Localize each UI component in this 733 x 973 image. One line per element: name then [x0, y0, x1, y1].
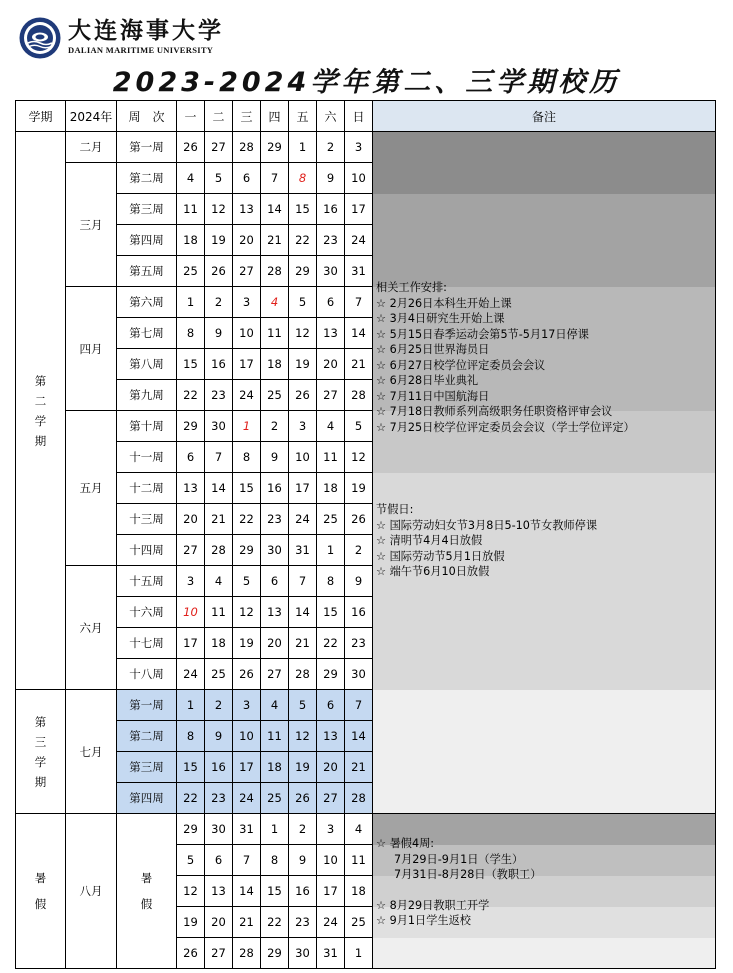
- term-label-char: 暑: [34, 871, 47, 885]
- month-label: 二月: [66, 132, 117, 163]
- day-cell-thu: 25: [261, 783, 289, 814]
- day-cell-sat: 18: [317, 473, 345, 504]
- header-term: 学期: [16, 101, 66, 132]
- day-cell-fri: 31: [289, 535, 317, 566]
- header-year: 2024年: [66, 101, 117, 132]
- header-row: [16, 101, 716, 132]
- week-label: 第十周: [117, 411, 177, 442]
- term-label-term2: [16, 132, 66, 690]
- day-cell-fri: 21: [289, 628, 317, 659]
- day-cell-fri: 1: [289, 132, 317, 163]
- term-label-char: 三: [34, 734, 47, 749]
- day-cell-tue: 28: [205, 535, 233, 566]
- week-label: 第二周: [117, 163, 177, 194]
- day-cell-thu: 18: [261, 752, 289, 783]
- day-cell-tue: 27: [205, 132, 233, 163]
- day-cell-fri: 19: [289, 752, 317, 783]
- month-label: 三月: [66, 163, 117, 287]
- day-cell-thu: 1: [261, 814, 289, 845]
- day-cell-wed: 26: [233, 659, 261, 690]
- day-cell-sun: 14: [345, 318, 373, 349]
- day-cell-sun: 19: [345, 473, 373, 504]
- day-cell-thu: 11: [261, 318, 289, 349]
- notes-shade-band: [373, 194, 715, 287]
- day-cell-sat: 23: [317, 225, 345, 256]
- header-day-tue: 二: [205, 101, 233, 132]
- day-cell-tue: 21: [205, 504, 233, 535]
- day-cell-wed: 13: [233, 194, 261, 225]
- day-cell-mon: 4: [177, 163, 205, 194]
- header-day-thu: 四: [261, 101, 289, 132]
- day-cell-thu: 15: [261, 876, 289, 907]
- day-cell-thu: 22: [261, 907, 289, 938]
- day-cell-wed: 21: [233, 907, 261, 938]
- day-cell-thu: 7: [261, 163, 289, 194]
- day-cell-fri: 15: [289, 194, 317, 225]
- day-cell-sun: 1: [345, 938, 373, 969]
- day-cell-sun: 2: [345, 535, 373, 566]
- summer-notes: [376, 836, 541, 929]
- day-cell-mon: 13: [177, 473, 205, 504]
- day-cell-fri: 30: [289, 938, 317, 969]
- day-cell-mon: 8: [177, 318, 205, 349]
- week-label: 第一周: [117, 690, 177, 721]
- day-cell-wed: 14: [233, 876, 261, 907]
- day-cell-mon: 1: [177, 690, 205, 721]
- week-label: 第六周: [117, 287, 177, 318]
- day-cell-fri: 3: [289, 411, 317, 442]
- day-cell-wed: 12: [233, 597, 261, 628]
- week-label: 第三周: [117, 194, 177, 225]
- page-title: 2023-2024学年第二、三学期校历: [112, 67, 621, 98]
- day-cell-wed: 5: [233, 566, 261, 597]
- week-label: 第七周: [117, 318, 177, 349]
- day-cell-tue: 30: [205, 814, 233, 845]
- month-label: 七月: [66, 690, 117, 814]
- day-cell-sun: 21: [345, 752, 373, 783]
- day-cell-sun: 25: [345, 907, 373, 938]
- day-cell-sun: 24: [345, 225, 373, 256]
- day-cell-sun: 21: [345, 349, 373, 380]
- day-cell-sun: 26: [345, 504, 373, 535]
- day-cell-sat: 24: [317, 907, 345, 938]
- day-cell-sun: 17: [345, 194, 373, 225]
- day-cell-thu: 25: [261, 380, 289, 411]
- summer-note-item: ☆ 暑假4周:: [376, 837, 435, 850]
- day-cell-thu: 21: [261, 225, 289, 256]
- day-cell-fri: 12: [289, 318, 317, 349]
- day-cell-mon: 15: [177, 752, 205, 783]
- day-cell-sat: 4: [317, 411, 345, 442]
- day-cell-thu: 8: [261, 845, 289, 876]
- notes-shade-band: [373, 690, 715, 814]
- day-cell-tue: 13: [205, 876, 233, 907]
- day-cell-thu: 27: [261, 659, 289, 690]
- week-label: 十六周: [117, 597, 177, 628]
- day-cell-sun: 7: [345, 287, 373, 318]
- day-cell-sun: 28: [345, 380, 373, 411]
- week-label: 十一周: [117, 442, 177, 473]
- day-cell-sat: 13: [317, 721, 345, 752]
- day-cell-tue: 19: [205, 225, 233, 256]
- holiday-item: ☆ 端午节6月10日放假: [376, 565, 490, 578]
- day-cell-wed: 28: [233, 938, 261, 969]
- day-cell-wed: 19: [233, 628, 261, 659]
- day-cell-mon: 1: [177, 287, 205, 318]
- day-cell-fri: 26: [289, 380, 317, 411]
- term-label-char: 假: [34, 897, 47, 911]
- day-cell-mon: 26: [177, 938, 205, 969]
- day-cell-wed: 8: [233, 442, 261, 473]
- day-cell-tue: 26: [205, 256, 233, 287]
- day-cell-wed: 31: [233, 814, 261, 845]
- week-label: 第八周: [117, 349, 177, 380]
- summer-week-label: [117, 814, 177, 969]
- day-cell-wed: 1: [233, 411, 261, 442]
- term-label-term3: [16, 690, 66, 814]
- day-cell-sat: 6: [317, 690, 345, 721]
- day-cell-tue: 2: [205, 287, 233, 318]
- header-day-mon: 一: [177, 101, 205, 132]
- day-cell-sat: 8: [317, 566, 345, 597]
- week-label: 十四周: [117, 535, 177, 566]
- day-cell-fri: 5: [289, 690, 317, 721]
- day-cell-thu: 14: [261, 194, 289, 225]
- summer-note-item: ☆ 9月1日学生返校: [376, 914, 471, 927]
- week-label: 第四周: [117, 225, 177, 256]
- day-cell-sat: 11: [317, 442, 345, 473]
- day-cell-sun: 31: [345, 256, 373, 287]
- term-label-summer: [16, 814, 66, 969]
- day-cell-sat: 27: [317, 783, 345, 814]
- day-cell-thu: 13: [261, 597, 289, 628]
- day-cell-thu: 29: [261, 132, 289, 163]
- day-cell-mon: 18: [177, 225, 205, 256]
- month-label: 五月: [66, 411, 117, 566]
- day-cell-wed: 24: [233, 783, 261, 814]
- day-cell-thu: 20: [261, 628, 289, 659]
- day-cell-wed: 15: [233, 473, 261, 504]
- day-cell-mon: 15: [177, 349, 205, 380]
- term-label-char: 期: [34, 774, 47, 789]
- day-cell-wed: 24: [233, 380, 261, 411]
- day-cell-sun: 5: [345, 411, 373, 442]
- week-label: 十三周: [117, 504, 177, 535]
- day-cell-mon: 11: [177, 194, 205, 225]
- day-cell-sat: 15: [317, 597, 345, 628]
- day-cell-wed: 20: [233, 225, 261, 256]
- day-cell-fri: 26: [289, 783, 317, 814]
- work-title: 相关工作安排:: [376, 281, 447, 294]
- day-cell-wed: 3: [233, 690, 261, 721]
- day-cell-sat: 13: [317, 318, 345, 349]
- day-cell-sat: 9: [317, 163, 345, 194]
- day-cell-sat: 20: [317, 349, 345, 380]
- day-cell-fri: 17: [289, 473, 317, 504]
- term-label-char: 学: [34, 413, 47, 428]
- holiday-item: ☆ 清明节4月4日放假: [376, 534, 483, 547]
- summer-note-item: ☆ 8月29日教职工开学: [376, 898, 490, 912]
- day-cell-fri: 8: [289, 163, 317, 194]
- day-cell-thu: 30: [261, 535, 289, 566]
- day-cell-tue: 30: [205, 411, 233, 442]
- day-cell-tue: 9: [205, 318, 233, 349]
- day-cell-sat: 29: [317, 659, 345, 690]
- day-cell-tue: 23: [205, 783, 233, 814]
- holiday-title: 节假日:: [376, 503, 414, 516]
- day-cell-sat: 22: [317, 628, 345, 659]
- university-name-cn: 大连海事大学: [68, 17, 224, 44]
- week-label: 第五周: [117, 256, 177, 287]
- work-item: ☆ 3月4日研究生开始上课: [376, 312, 505, 325]
- day-cell-tue: 4: [205, 566, 233, 597]
- day-cell-sat: 16: [317, 194, 345, 225]
- day-cell-fri: 14: [289, 597, 317, 628]
- summer-week-label-char: 暑: [140, 871, 153, 885]
- day-cell-fri: 12: [289, 721, 317, 752]
- day-cell-mon: 29: [177, 411, 205, 442]
- day-cell-sat: 31: [317, 938, 345, 969]
- day-cell-thu: 4: [261, 690, 289, 721]
- day-cell-thu: 23: [261, 504, 289, 535]
- day-cell-mon: 19: [177, 907, 205, 938]
- work-item: ☆ 6月27日校学位评定委员会会议: [376, 358, 546, 372]
- term-label-char: 学: [34, 754, 47, 769]
- day-cell-fri: 28: [289, 659, 317, 690]
- day-cell-sat: 27: [317, 380, 345, 411]
- week-label: 第九周: [117, 380, 177, 411]
- day-cell-thu: 9: [261, 442, 289, 473]
- day-cell-mon: 8: [177, 721, 205, 752]
- day-cell-sun: 16: [345, 597, 373, 628]
- day-cell-tue: 16: [205, 752, 233, 783]
- day-cell-sun: 7: [345, 690, 373, 721]
- day-cell-fri: 23: [289, 907, 317, 938]
- day-cell-mon: 10: [177, 597, 205, 628]
- day-cell-mon: 27: [177, 535, 205, 566]
- day-cell-tue: 6: [205, 845, 233, 876]
- day-cell-tue: 16: [205, 349, 233, 380]
- summer-note-item: 7月29日-9月1日（学生）: [394, 852, 524, 866]
- day-cell-thu: 11: [261, 721, 289, 752]
- day-cell-tue: 20: [205, 907, 233, 938]
- header-day-wed: 三: [233, 101, 261, 132]
- term-label-char: 期: [34, 433, 47, 448]
- summer-week-label-char: 假: [140, 897, 153, 911]
- day-cell-sun: 11: [345, 845, 373, 876]
- day-cell-tue: 18: [205, 628, 233, 659]
- day-cell-sat: 20: [317, 752, 345, 783]
- day-cell-wed: 17: [233, 349, 261, 380]
- holidays: [376, 502, 597, 580]
- day-cell-sat: 6: [317, 287, 345, 318]
- day-cell-thu: 16: [261, 473, 289, 504]
- day-cell-sat: 30: [317, 256, 345, 287]
- day-cell-sun: 23: [345, 628, 373, 659]
- day-cell-sun: 3: [345, 132, 373, 163]
- day-cell-tue: 12: [205, 194, 233, 225]
- week-label: 第四周: [117, 783, 177, 814]
- term-label-char: 第: [34, 373, 47, 388]
- day-cell-mon: 24: [177, 659, 205, 690]
- day-cell-sun: 30: [345, 659, 373, 690]
- day-cell-sat: 1: [317, 535, 345, 566]
- day-cell-wed: 3: [233, 287, 261, 318]
- work-item: ☆ 7月18日教师系列高级职务任职资格评审会议: [376, 405, 613, 418]
- day-cell-fri: 9: [289, 845, 317, 876]
- day-cell-sun: 12: [345, 442, 373, 473]
- day-cell-sat: 10: [317, 845, 345, 876]
- week-label: 十七周: [117, 628, 177, 659]
- notes-shade-band: [373, 132, 715, 194]
- header-day-fri: 五: [289, 101, 317, 132]
- work-item: ☆ 5月15日春季运动会第5节-5月17日停课: [376, 327, 589, 341]
- header-notes: 备注: [373, 101, 716, 132]
- day-cell-mon: 26: [177, 132, 205, 163]
- university-name-en: DALIAN MARITIME UNIVERSITY: [68, 45, 214, 55]
- work-item: ☆ 2月26日本科生开始上课: [376, 296, 512, 310]
- day-cell-mon: 5: [177, 845, 205, 876]
- day-cell-fri: 7: [289, 566, 317, 597]
- day-cell-sun: 18: [345, 876, 373, 907]
- day-cell-thu: 2: [261, 411, 289, 442]
- day-cell-tue: 5: [205, 163, 233, 194]
- day-cell-mon: 22: [177, 380, 205, 411]
- day-cell-sun: 4: [345, 814, 373, 845]
- week-row: [16, 814, 716, 845]
- day-cell-wed: 7: [233, 845, 261, 876]
- week-label: 十八周: [117, 659, 177, 690]
- day-cell-mon: 17: [177, 628, 205, 659]
- day-cell-mon: 25: [177, 256, 205, 287]
- month-label: 八月: [66, 814, 117, 969]
- day-cell-sun: 14: [345, 721, 373, 752]
- day-cell-fri: 22: [289, 225, 317, 256]
- day-cell-sun: 28: [345, 783, 373, 814]
- day-cell-wed: 6: [233, 163, 261, 194]
- day-cell-wed: 27: [233, 256, 261, 287]
- work-item: ☆ 7月25日校学位评定委员会会议（学士学位评定）: [376, 420, 635, 434]
- day-cell-wed: 29: [233, 535, 261, 566]
- week-label: 第二周: [117, 721, 177, 752]
- month-label: 六月: [66, 566, 117, 690]
- day-cell-mon: 6: [177, 442, 205, 473]
- day-cell-tue: 27: [205, 938, 233, 969]
- academic-calendar-table: [15, 100, 716, 969]
- day-cell-tue: 9: [205, 721, 233, 752]
- day-cell-tue: 2: [205, 690, 233, 721]
- day-cell-fri: 2: [289, 814, 317, 845]
- day-cell-thu: 4: [261, 287, 289, 318]
- header-day-sun: 日: [345, 101, 373, 132]
- day-cell-tue: 14: [205, 473, 233, 504]
- term-label-char: 二: [34, 393, 47, 408]
- work-arrangements: [376, 280, 635, 435]
- notes-cell-term: [373, 132, 716, 814]
- day-cell-fri: 29: [289, 256, 317, 287]
- day-cell-wed: 10: [233, 721, 261, 752]
- holiday-item: ☆ 国际劳动节5月1日放假: [376, 549, 505, 563]
- notes-shade-band: [373, 938, 715, 969]
- day-cell-mon: 22: [177, 783, 205, 814]
- day-cell-fri: 5: [289, 287, 317, 318]
- month-label: 四月: [66, 287, 117, 411]
- day-cell-mon: 12: [177, 876, 205, 907]
- day-cell-tue: 11: [205, 597, 233, 628]
- week-label: 十五周: [117, 566, 177, 597]
- day-cell-fri: 19: [289, 349, 317, 380]
- day-cell-wed: 22: [233, 504, 261, 535]
- week-label: 第三周: [117, 752, 177, 783]
- summer-note-item: 7月31日-8月28日（教职工）: [394, 868, 542, 881]
- day-cell-tue: 23: [205, 380, 233, 411]
- university-emblem-icon: [18, 16, 62, 60]
- day-cell-wed: 17: [233, 752, 261, 783]
- day-cell-sun: 10: [345, 163, 373, 194]
- work-item: ☆ 6月25日世界海员日: [376, 343, 490, 356]
- holiday-item: ☆ 国际劳动妇女节3月8日5-10节女教师停课: [376, 518, 598, 532]
- week-label: 第一周: [117, 132, 177, 163]
- day-cell-thu: 18: [261, 349, 289, 380]
- day-cell-sat: 25: [317, 504, 345, 535]
- day-cell-fri: 10: [289, 442, 317, 473]
- day-cell-thu: 29: [261, 938, 289, 969]
- day-cell-sat: 3: [317, 814, 345, 845]
- day-cell-sat: 2: [317, 132, 345, 163]
- notes-cell-summer: [373, 814, 716, 969]
- day-cell-sun: 9: [345, 566, 373, 597]
- header-week: 周 次: [117, 101, 177, 132]
- day-cell-mon: 3: [177, 566, 205, 597]
- day-cell-mon: 29: [177, 814, 205, 845]
- week-label: 十二周: [117, 473, 177, 504]
- day-cell-tue: 7: [205, 442, 233, 473]
- day-cell-thu: 6: [261, 566, 289, 597]
- day-cell-sat: 17: [317, 876, 345, 907]
- term-label-char: 第: [34, 714, 47, 729]
- day-cell-thu: 28: [261, 256, 289, 287]
- work-item: ☆ 7月11日中国航海日: [376, 389, 490, 403]
- day-cell-wed: 28: [233, 132, 261, 163]
- day-cell-fri: 24: [289, 504, 317, 535]
- day-cell-wed: 10: [233, 318, 261, 349]
- day-cell-fri: 16: [289, 876, 317, 907]
- university-logo: [18, 16, 228, 60]
- header-day-sat: 六: [317, 101, 345, 132]
- work-item: ☆ 6月28日毕业典礼: [376, 374, 479, 387]
- day-cell-mon: 20: [177, 504, 205, 535]
- day-cell-tue: 25: [205, 659, 233, 690]
- week-row: [16, 132, 716, 163]
